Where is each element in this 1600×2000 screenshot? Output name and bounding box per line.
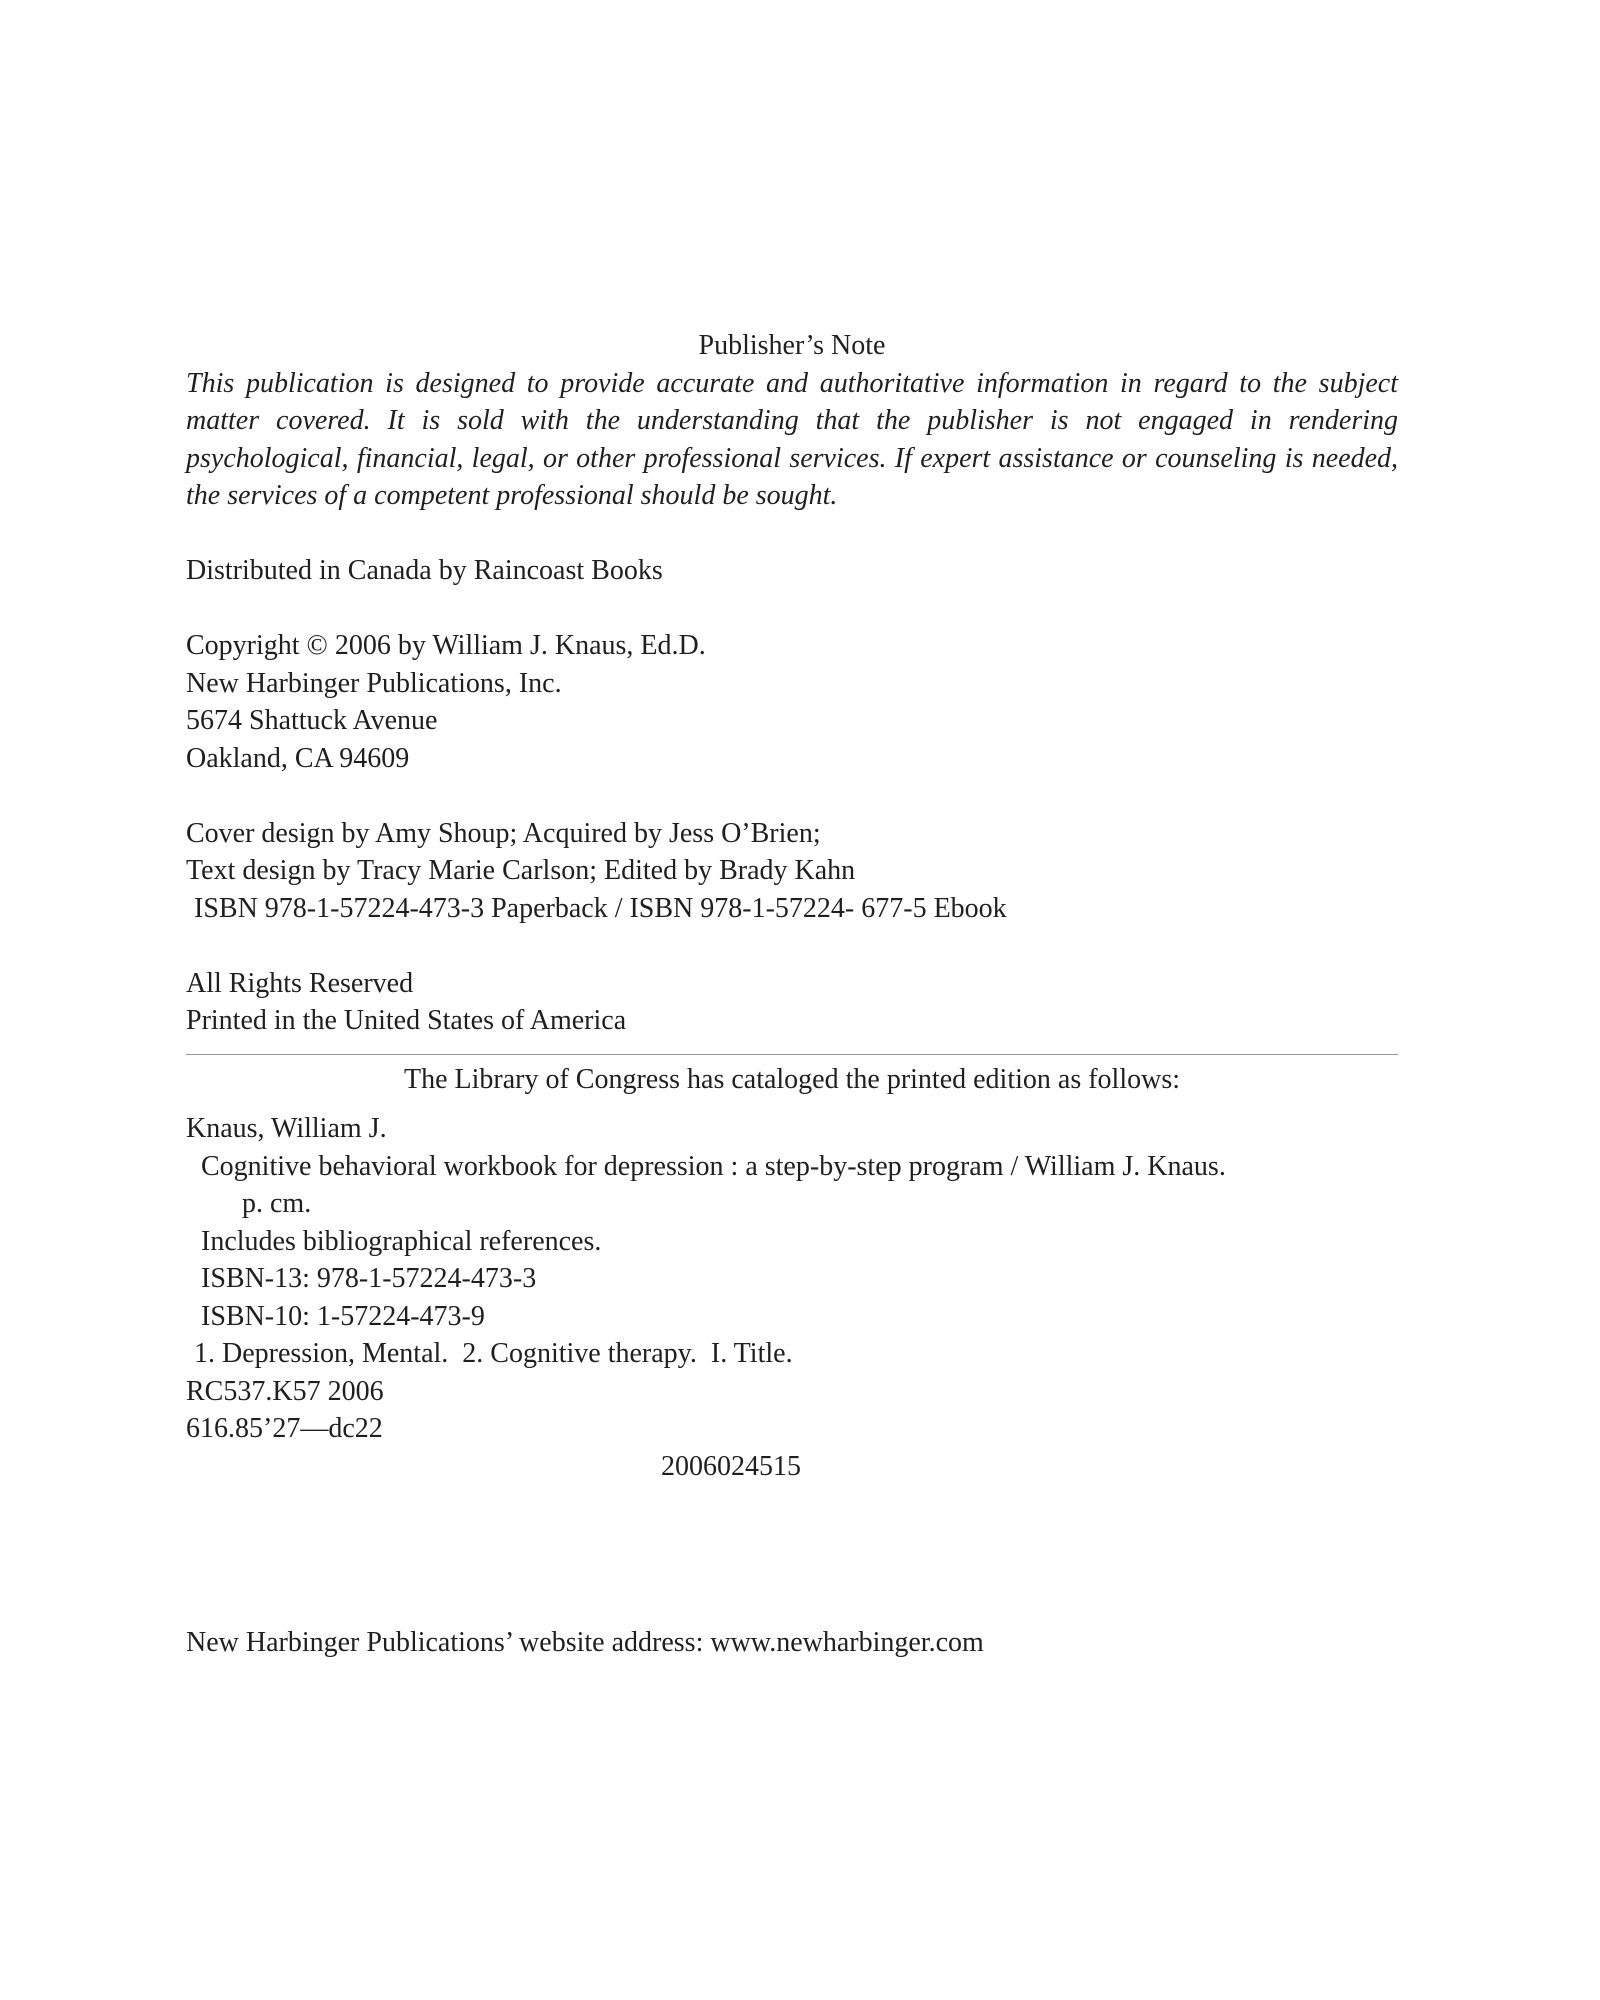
cip-block [186, 1061, 1398, 1486]
cip-title: Cognitive behavioral workbook for depression : a step-by-step program / William J. Knaus. [201, 1150, 1226, 1182]
publishers-note-text: This publication is designed to provide accurate and authoritative information in regard to the subject matter covered. It is sold with the understanding that the publisher is not engaged in rendering psychological, financial, legal, or other professional services. If expert assistance or counseling is needed, the services of a competent professional should be sought. [186, 367, 1398, 511]
cip-pages: p. cm. [242, 1188, 312, 1219]
cip-lc-class: RC537.K57 2006 [186, 1375, 384, 1407]
cover-credit: Cover design by Amy Shoup; Acquired by Jess O’Brien; [186, 817, 821, 849]
rights-block [186, 965, 1398, 1040]
cip-lccn: 2006024515 [661, 1450, 801, 1482]
isbn-line: ISBN 978-1-57224-473-3 Paperback / ISBN 978-1-57224- 677-5 Ebook [194, 892, 1007, 924]
divider [186, 1054, 1398, 1055]
text-credit: Text design by Tracy Marie Carlson; Edited by Brady Kahn [186, 855, 856, 886]
rights-reserved: All Rights Reserved [186, 967, 414, 999]
cip-dewey: 616.85’27—dc22 [186, 1413, 383, 1444]
cip-isbn10: ISBN-10: 1-57224-473-9 [201, 1300, 485, 1332]
printed-in: Printed in the United States of America [186, 1005, 627, 1036]
publisher-name: New Harbinger Publications, Inc. [186, 667, 562, 699]
cip-heading: The Library of Congress has cataloged the printed edition as follows: [403, 1063, 1180, 1095]
copyright-page [186, 327, 1398, 1485]
cip-author: Knaus, William J. [186, 1113, 387, 1144]
cip-subjects: 1. Depression, Mental. 2. Cognitive therapy. I. Title. [194, 1338, 793, 1369]
publisher-city: Oakland, CA 94609 [186, 742, 410, 774]
cip-note: Includes bibliographical references. [201, 1225, 602, 1257]
cip-isbn13: ISBN-13: 978-1-57224-473-3 [201, 1263, 537, 1294]
website-line: New Harbinger Publications’ website address: www.newharbinger.com [186, 1627, 984, 1658]
publisher-street: 5674 Shattuck Avenue [186, 705, 438, 736]
copyright-line: Copyright © 2006 by William J. Knaus, Ed.D. [186, 630, 706, 661]
credits-block [186, 815, 1398, 928]
publishers-note-heading: Publisher’s Note [698, 330, 886, 361]
distribution-line: Distributed in Canada by Raincoast Books [186, 555, 663, 586]
copyright-block [186, 627, 1398, 777]
